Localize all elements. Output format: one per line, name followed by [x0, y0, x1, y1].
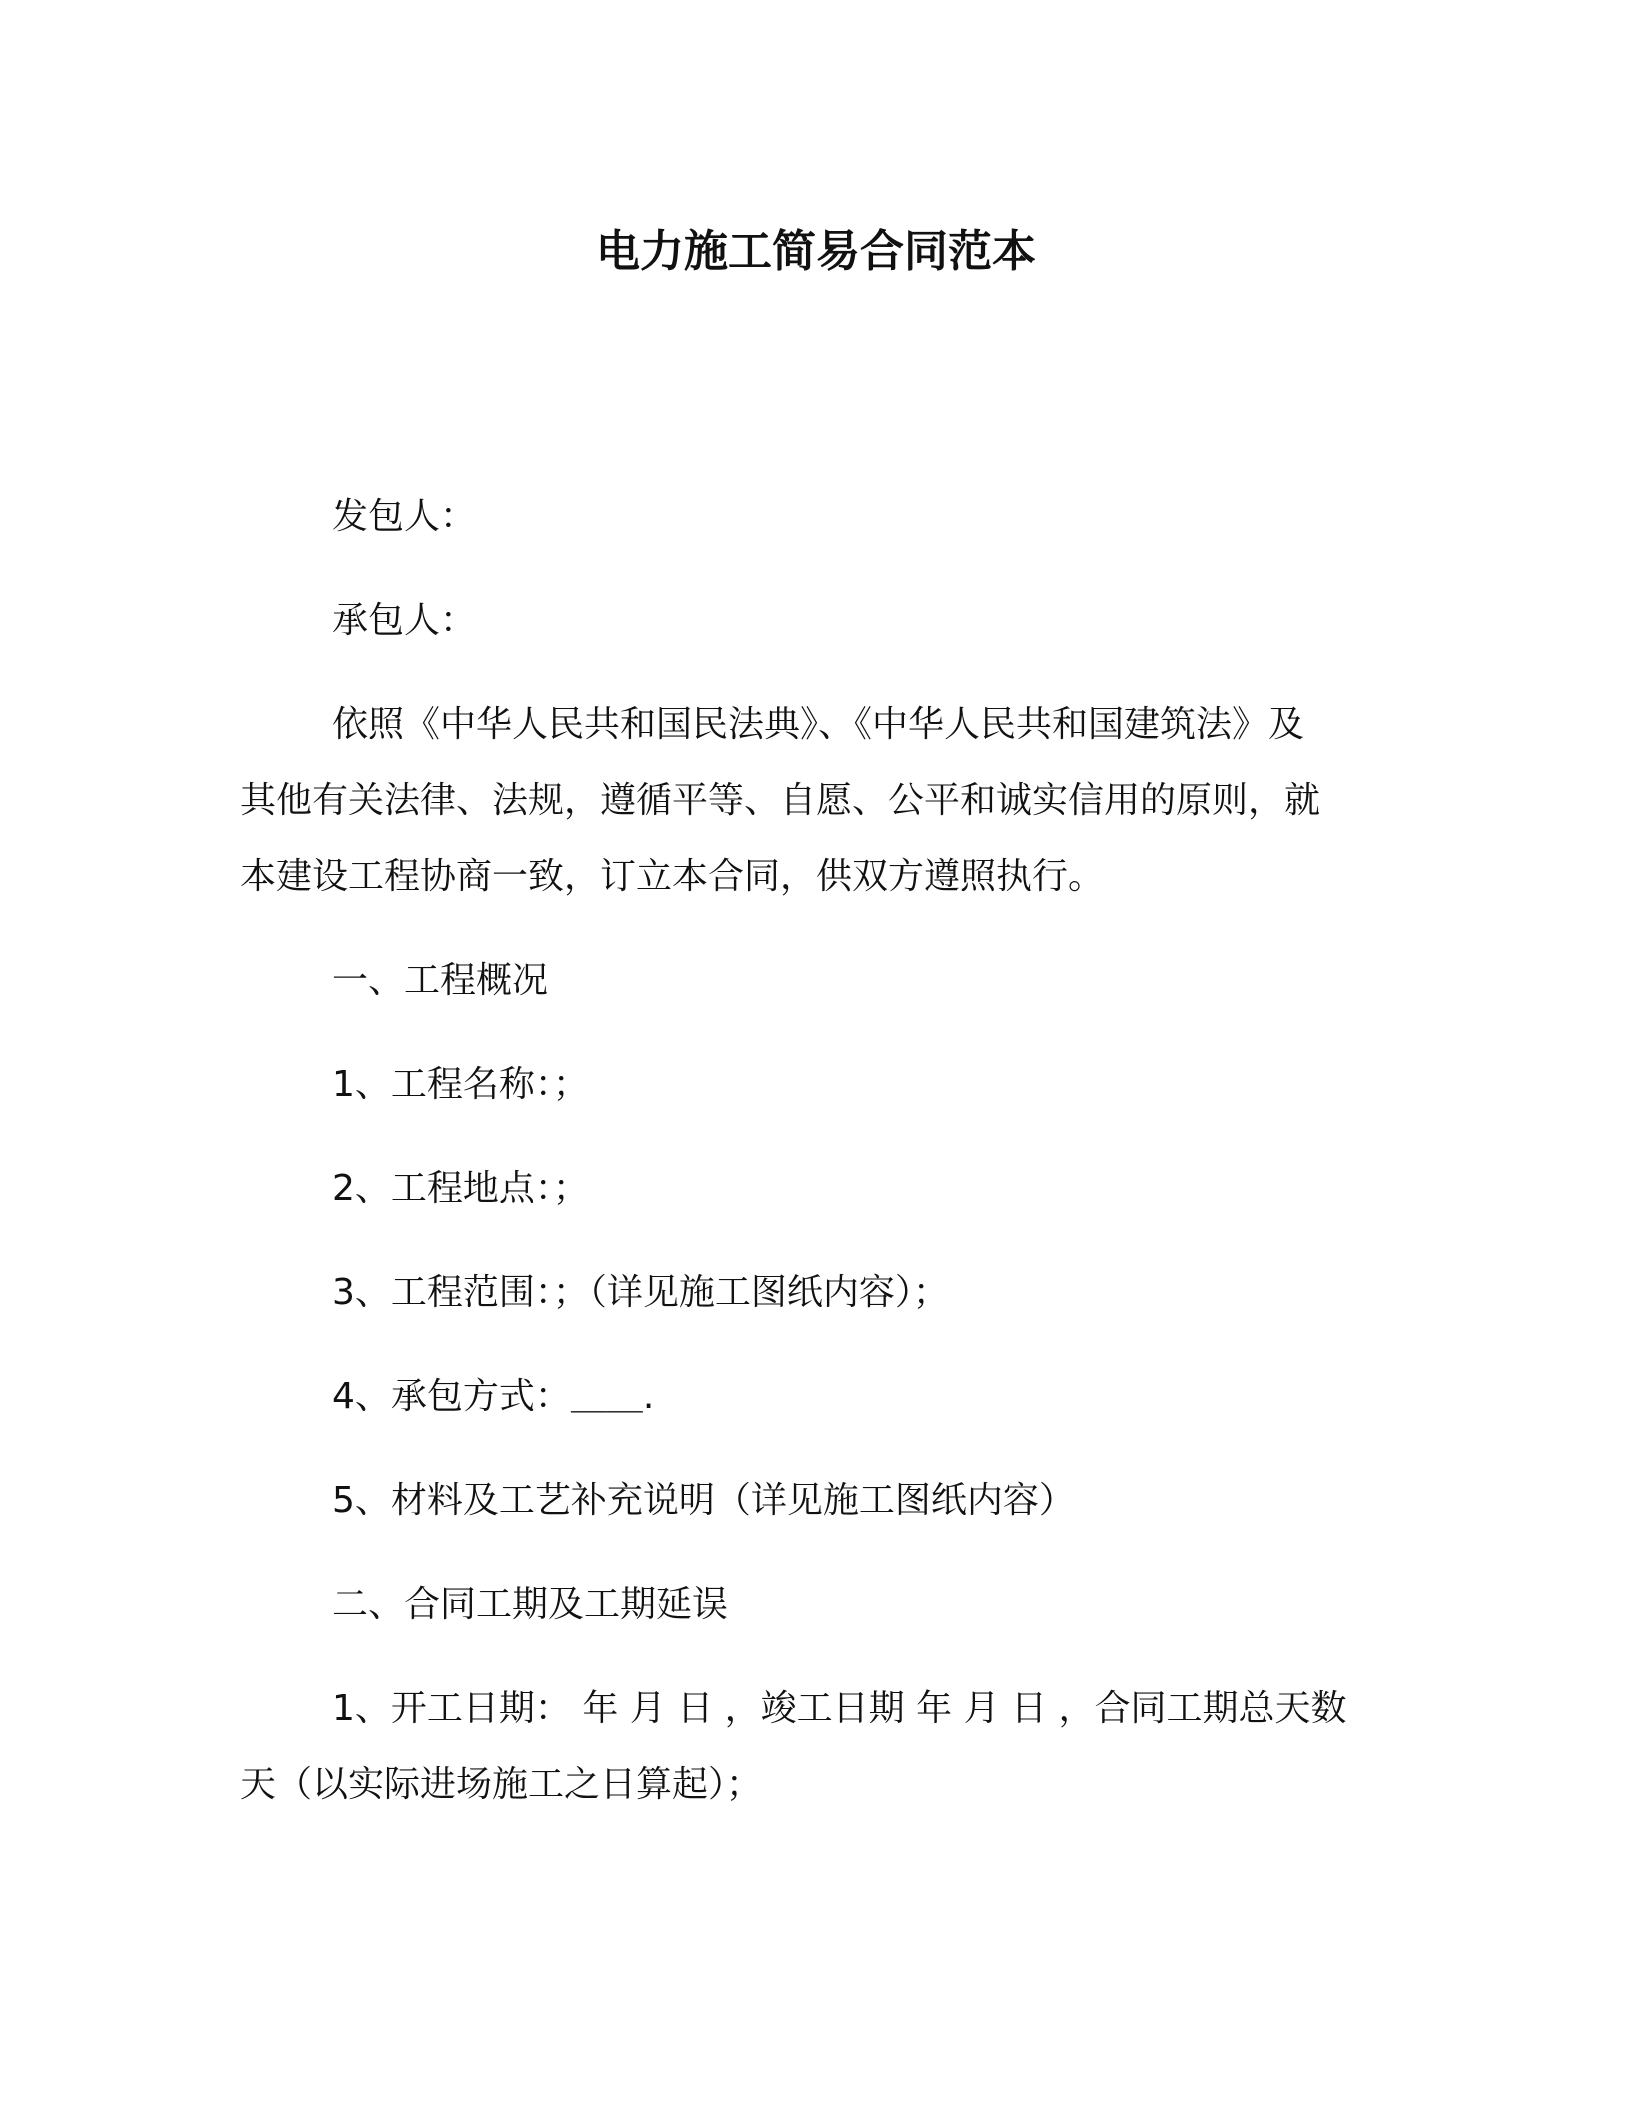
preamble-line-2: 其他有关法律、法规，遵循平等、自愿、公平和诚实信用的原则，就	[240, 780, 1321, 821]
list-item-materials: 5、材料及工艺补充说明（详见施工图纸内容）	[332, 1480, 1075, 1521]
preamble-line-1: 依照《中华人民共和国民法典》、《中华人民共和国建筑法》及	[332, 704, 1305, 745]
list-item-project-scope: 3、工程范围：；（详见施工图纸内容）；	[332, 1272, 949, 1313]
list-item-dates-line-1: 1、开工日期： 年 月 日 ，竣工日期 年 月 日 ，合同工期总天数	[332, 1688, 1347, 1729]
contractor-line: 承包人：	[332, 600, 477, 641]
list-item-project-location: 2、工程地点：；	[332, 1168, 589, 1209]
employer-line: 发包人：	[332, 496, 477, 537]
preamble-line-3: 本建设工程协商一致，订立本合同，供双方遵照执行。	[240, 856, 1105, 897]
list-item-dates-line-2: 天（以实际进场施工之日算起）；	[240, 1764, 763, 1805]
document-title: 电力施工简易合同范本	[596, 226, 1036, 277]
section-heading-2: 二、合同工期及工期延误	[332, 1584, 729, 1625]
list-item-contract-method: 4、承包方式：＿＿.	[332, 1376, 655, 1417]
list-item-project-name: 1、工程名称：；	[332, 1064, 589, 1105]
section-heading-1: 一、工程概况	[332, 960, 549, 1001]
